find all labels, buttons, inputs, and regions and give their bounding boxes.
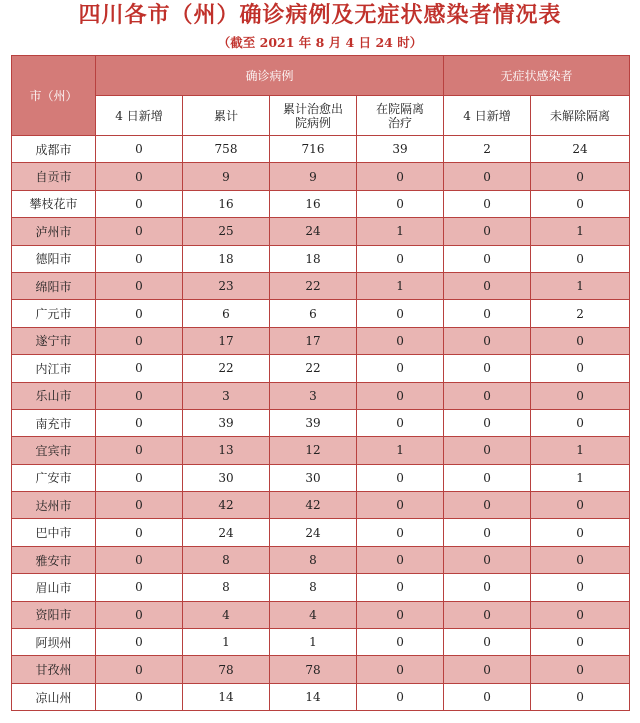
city-cell: 巴中市 bbox=[12, 519, 96, 546]
value-cell: 8 bbox=[270, 574, 357, 601]
value-cell: 0 bbox=[96, 683, 183, 710]
city-cell: 绵阳市 bbox=[12, 272, 96, 299]
value-cell: 1 bbox=[357, 218, 444, 245]
value-cell: 0 bbox=[96, 272, 183, 299]
value-cell: 0 bbox=[444, 355, 531, 382]
value-cell: 78 bbox=[270, 656, 357, 683]
value-cell: 22 bbox=[270, 272, 357, 299]
table-body bbox=[12, 136, 630, 711]
value-cell: 3 bbox=[183, 382, 270, 409]
value-cell: 39 bbox=[270, 409, 357, 436]
value-cell: 16 bbox=[183, 190, 270, 217]
value-cell: 0 bbox=[444, 272, 531, 299]
column-header-confirmed-new: 4 日新增 bbox=[96, 96, 183, 136]
value-cell: 0 bbox=[357, 574, 444, 601]
value-cell: 22 bbox=[183, 355, 270, 382]
value-cell: 6 bbox=[183, 300, 270, 327]
value-cell: 0 bbox=[444, 382, 531, 409]
value-cell: 0 bbox=[531, 163, 630, 190]
value-cell: 25 bbox=[183, 218, 270, 245]
value-cell: 0 bbox=[96, 464, 183, 491]
value-cell: 0 bbox=[357, 163, 444, 190]
table-row bbox=[12, 218, 630, 245]
value-cell: 0 bbox=[96, 190, 183, 217]
value-cell: 0 bbox=[531, 656, 630, 683]
value-cell: 716 bbox=[270, 136, 357, 163]
value-cell: 0 bbox=[96, 629, 183, 656]
value-cell: 17 bbox=[183, 327, 270, 354]
city-cell: 内江市 bbox=[12, 355, 96, 382]
table-row bbox=[12, 327, 630, 354]
value-cell: 0 bbox=[96, 382, 183, 409]
value-cell: 0 bbox=[96, 163, 183, 190]
table-row bbox=[12, 300, 630, 327]
value-cell: 8 bbox=[183, 574, 270, 601]
value-cell: 0 bbox=[96, 327, 183, 354]
value-cell: 0 bbox=[357, 546, 444, 573]
value-cell: 1 bbox=[357, 437, 444, 464]
city-cell: 眉山市 bbox=[12, 574, 96, 601]
value-cell: 0 bbox=[444, 300, 531, 327]
value-cell: 14 bbox=[270, 683, 357, 710]
city-cell: 达州市 bbox=[12, 492, 96, 519]
value-cell: 0 bbox=[357, 300, 444, 327]
value-cell: 0 bbox=[96, 300, 183, 327]
city-cell: 广安市 bbox=[12, 464, 96, 491]
city-cell: 乐山市 bbox=[12, 382, 96, 409]
value-cell: 0 bbox=[444, 437, 531, 464]
value-cell: 0 bbox=[96, 245, 183, 272]
value-cell: 0 bbox=[444, 190, 531, 217]
city-cell: 南充市 bbox=[12, 409, 96, 436]
city-cell: 泸州市 bbox=[12, 218, 96, 245]
value-cell: 23 bbox=[183, 272, 270, 299]
value-cell: 0 bbox=[96, 409, 183, 436]
value-cell: 1 bbox=[357, 272, 444, 299]
table-row bbox=[12, 382, 630, 409]
value-cell: 1 bbox=[531, 464, 630, 491]
value-cell: 24 bbox=[531, 136, 630, 163]
value-cell: 0 bbox=[96, 492, 183, 519]
table-row bbox=[12, 546, 630, 573]
city-column-header: 市（州） bbox=[12, 56, 96, 136]
value-cell: 758 bbox=[183, 136, 270, 163]
table-row bbox=[12, 245, 630, 272]
city-cell: 攀枝花市 bbox=[12, 190, 96, 217]
value-cell: 0 bbox=[531, 355, 630, 382]
value-cell: 0 bbox=[357, 601, 444, 628]
table-row bbox=[12, 629, 630, 656]
table-row bbox=[12, 190, 630, 217]
value-cell: 8 bbox=[183, 546, 270, 573]
value-cell: 0 bbox=[531, 683, 630, 710]
value-cell: 14 bbox=[183, 683, 270, 710]
value-cell: 4 bbox=[270, 601, 357, 628]
value-cell: 30 bbox=[270, 464, 357, 491]
value-cell: 3 bbox=[270, 382, 357, 409]
value-cell: 18 bbox=[270, 245, 357, 272]
city-cell: 成都市 bbox=[12, 136, 96, 163]
value-cell: 9 bbox=[270, 163, 357, 190]
value-cell: 1 bbox=[531, 437, 630, 464]
value-cell: 17 bbox=[270, 327, 357, 354]
value-cell: 0 bbox=[96, 574, 183, 601]
column-header-confirmed-total: 累计 bbox=[183, 96, 270, 136]
value-cell: 0 bbox=[531, 629, 630, 656]
value-cell: 0 bbox=[96, 546, 183, 573]
value-cell: 0 bbox=[444, 574, 531, 601]
cases-table bbox=[11, 55, 630, 711]
city-cell: 雅安市 bbox=[12, 546, 96, 573]
confirmed-group-header: 确诊病例 bbox=[96, 56, 444, 96]
value-cell: 12 bbox=[270, 437, 357, 464]
value-cell: 0 bbox=[357, 492, 444, 519]
value-cell: 0 bbox=[531, 327, 630, 354]
value-cell: 0 bbox=[357, 327, 444, 354]
value-cell: 0 bbox=[357, 409, 444, 436]
value-cell: 0 bbox=[96, 136, 183, 163]
value-cell: 2 bbox=[531, 300, 630, 327]
value-cell: 0 bbox=[531, 601, 630, 628]
value-cell: 0 bbox=[96, 519, 183, 546]
value-cell: 0 bbox=[96, 355, 183, 382]
value-cell: 0 bbox=[357, 519, 444, 546]
city-cell: 遂宁市 bbox=[12, 327, 96, 354]
table-row bbox=[12, 601, 630, 628]
value-cell: 39 bbox=[183, 409, 270, 436]
page-subtitle: （截至 2021 年 8 月 4 日 24 时） bbox=[217, 35, 423, 50]
value-cell: 0 bbox=[96, 601, 183, 628]
value-cell: 0 bbox=[531, 546, 630, 573]
value-cell: 42 bbox=[183, 492, 270, 519]
value-cell: 0 bbox=[444, 519, 531, 546]
value-cell: 0 bbox=[357, 464, 444, 491]
value-cell: 1 bbox=[531, 218, 630, 245]
value-cell: 2 bbox=[444, 136, 531, 163]
page-title: 四川各市（州）确诊病例及无症状感染者情况表 bbox=[78, 3, 562, 28]
value-cell: 0 bbox=[444, 656, 531, 683]
value-cell: 0 bbox=[444, 218, 531, 245]
value-cell: 0 bbox=[357, 382, 444, 409]
table-row bbox=[12, 492, 630, 519]
value-cell: 0 bbox=[96, 437, 183, 464]
value-cell: 0 bbox=[96, 656, 183, 683]
value-cell: 4 bbox=[183, 601, 270, 628]
value-cell: 0 bbox=[531, 574, 630, 601]
value-cell: 39 bbox=[357, 136, 444, 163]
value-cell: 0 bbox=[444, 629, 531, 656]
city-cell: 广元市 bbox=[12, 300, 96, 327]
table-row bbox=[12, 355, 630, 382]
value-cell: 0 bbox=[444, 163, 531, 190]
table-row bbox=[12, 136, 630, 163]
city-cell: 甘孜州 bbox=[12, 656, 96, 683]
value-cell: 0 bbox=[444, 492, 531, 519]
value-cell: 24 bbox=[183, 519, 270, 546]
value-cell: 0 bbox=[531, 519, 630, 546]
city-cell: 自贡市 bbox=[12, 163, 96, 190]
city-cell: 阿坝州 bbox=[12, 629, 96, 656]
value-cell: 13 bbox=[183, 437, 270, 464]
value-cell: 0 bbox=[96, 218, 183, 245]
column-header-asymptomatic-isolation: 未解除隔离 bbox=[531, 96, 630, 136]
value-cell: 9 bbox=[183, 163, 270, 190]
value-cell: 24 bbox=[270, 519, 357, 546]
city-cell: 宜宾市 bbox=[12, 437, 96, 464]
value-cell: 1 bbox=[270, 629, 357, 656]
value-cell: 0 bbox=[444, 601, 531, 628]
value-cell: 0 bbox=[357, 656, 444, 683]
value-cell: 8 bbox=[270, 546, 357, 573]
value-cell: 22 bbox=[270, 355, 357, 382]
value-cell: 0 bbox=[444, 464, 531, 491]
value-cell: 0 bbox=[531, 409, 630, 436]
value-cell: 0 bbox=[444, 327, 531, 354]
value-cell: 24 bbox=[270, 218, 357, 245]
table-row bbox=[12, 409, 630, 436]
value-cell: 0 bbox=[357, 355, 444, 382]
value-cell: 6 bbox=[270, 300, 357, 327]
table-row bbox=[12, 464, 630, 491]
table-row bbox=[12, 574, 630, 601]
value-cell: 0 bbox=[357, 629, 444, 656]
value-cell: 16 bbox=[270, 190, 357, 217]
value-cell: 30 bbox=[183, 464, 270, 491]
table-row bbox=[12, 683, 630, 710]
value-cell: 18 bbox=[183, 245, 270, 272]
value-cell: 0 bbox=[444, 409, 531, 436]
value-cell: 0 bbox=[531, 190, 630, 217]
value-cell: 1 bbox=[183, 629, 270, 656]
city-cell: 德阳市 bbox=[12, 245, 96, 272]
value-cell: 0 bbox=[531, 492, 630, 519]
city-cell: 凉山州 bbox=[12, 683, 96, 710]
city-cell: 资阳市 bbox=[12, 601, 96, 628]
value-cell: 0 bbox=[444, 245, 531, 272]
table-row bbox=[12, 519, 630, 546]
value-cell: 0 bbox=[444, 546, 531, 573]
table-row bbox=[12, 656, 630, 683]
value-cell: 0 bbox=[357, 245, 444, 272]
value-cell: 0 bbox=[531, 245, 630, 272]
table-row bbox=[12, 437, 630, 464]
value-cell: 0 bbox=[357, 190, 444, 217]
value-cell: 42 bbox=[270, 492, 357, 519]
value-cell: 0 bbox=[444, 683, 531, 710]
table-row bbox=[12, 272, 630, 299]
asymptomatic-group-header: 无症状感染者 bbox=[444, 56, 630, 96]
table-header bbox=[12, 56, 630, 136]
column-header-hospitalized: 在院隔离治疗 bbox=[357, 96, 444, 136]
column-header-asymptomatic-new: 4 日新增 bbox=[444, 96, 531, 136]
value-cell: 0 bbox=[357, 683, 444, 710]
value-cell: 1 bbox=[531, 272, 630, 299]
column-header-recovered: 累计治愈出院病例 bbox=[270, 96, 357, 136]
value-cell: 0 bbox=[531, 382, 630, 409]
table-row bbox=[12, 163, 630, 190]
value-cell: 78 bbox=[183, 656, 270, 683]
